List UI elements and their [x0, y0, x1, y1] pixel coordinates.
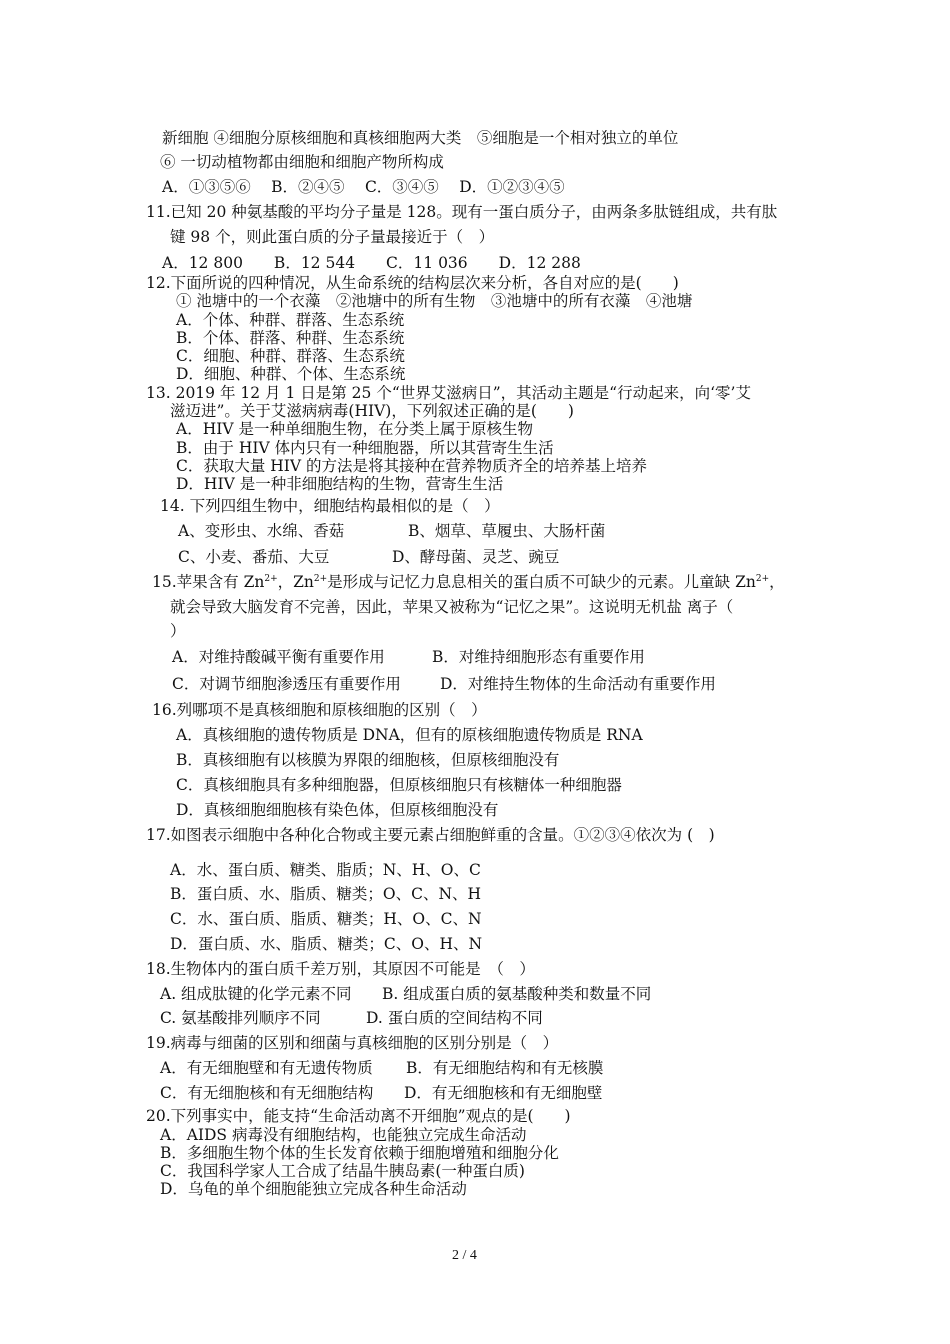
q13-option-b: B．由于 HIV 体内只有一种细胞器，所以其营寄生生活	[176, 439, 554, 457]
q17-option-b: B．蛋白质、水、脂质、糖类；O、C、N、H	[170, 885, 482, 903]
q11-options: A．12 800 B．12 544 C．11 036 D．12 288	[162, 254, 581, 272]
q14-option-b: B、烟草、草履虫、大肠杆菌	[408, 522, 606, 540]
q12-option-a: A．个体、种群、群落、生态系统	[176, 311, 405, 329]
q14-stem: 14. 下列四组生物中，细胞结构最相似的是（ ）	[160, 497, 500, 515]
q17-option-c: C．水、蛋白质、脂质、糖类；H、O、C、N	[170, 910, 482, 928]
q13-stem-1: 13. 2019 年 12 月 1 日是第 25 个“世界艾滋病日”，其活动主题是“行动起来，向‘零’艾	[146, 384, 751, 402]
q18-option-c: C. 氨基酸排列顺序不同	[160, 1009, 321, 1027]
q15-stem-2: 就会导致大脑发育不完善，因此，苹果又被称为“记忆之果”。这说明无机盐 离子（	[170, 598, 734, 616]
intro-options: A．①③⑤⑥ B．②④⑤ C．③④⑤ D．①②③④⑤	[162, 178, 565, 196]
q15-option-c: C．对调节细胞渗透压有重要作用	[172, 675, 401, 693]
q15-option-d: D．对维持生物体的生命活动有重要作用	[440, 675, 716, 693]
q12-stem: 12.下面所说的四种情况，从生命系统的结构层次来分析，各自对应的是( )	[146, 274, 679, 292]
q16-option-b: B．真核细胞有以核膜为界限的细胞核，但原核细胞没有	[176, 751, 560, 769]
intro-line-1: 新细胞 ④细胞分原核细胞和真核细胞两大类 ⑤细胞是一个相对独立的单位	[162, 129, 679, 147]
q20-option-d: D．乌龟的单个细胞能独立完成各种生命活动	[160, 1180, 467, 1198]
q12-option-c: C．细胞、种群、群落、生态系统	[176, 347, 405, 365]
q18-option-d: D. 蛋白质的空间结构不同	[366, 1009, 543, 1027]
q16-option-d: D．真核细胞细胞核有染色体，但原核细胞没有	[176, 801, 499, 819]
q13-stem-2: 滋迈进”。关于艾滋病病毒(HIV)，下列叙述正确的是( )	[170, 402, 574, 420]
q18-option-b: B. 组成蛋白质的氨基酸种类和数量不同	[382, 985, 652, 1003]
q16-stem: 16.列哪项不是真核细胞和原核细胞的区别（ ）	[152, 701, 487, 719]
q18-option-a: A. 组成肽键的化学元素不同	[160, 985, 352, 1003]
q17-option-a: A．水、蛋白质、糖类、脂质；N、H、O、C	[170, 861, 481, 879]
q12-items: ① 池塘中的一个衣藻 ②池塘中的所有生物 ③池塘中的所有衣藻 ④池塘	[176, 292, 693, 310]
intro-line-2: ⑥ 一切动植物都由细胞和细胞产物所构成	[160, 153, 444, 171]
q18-stem: 18.生物体内的蛋白质千差万别，其原因不可能是 （ ）	[146, 960, 535, 978]
q20-stem: 20.下列事实中，能支持“生命活动离不开细胞”观点的是( )	[146, 1107, 571, 1125]
q11-stem-1: 11.已知 20 种氨基酸的平均分子量是 128。现有一蛋白质分子，由两条多肽链组成，共有肽	[146, 203, 778, 221]
q13-option-a: A．HIV 是一种单细胞生物，在分类上属于原核生物	[176, 420, 533, 438]
q20-option-a: A．AIDS 病毒没有细胞结构，也能独立完成生命活动	[160, 1126, 527, 1144]
q20-option-c: C．我国科学家人工合成了结晶牛胰岛素(一种蛋白质)	[160, 1162, 525, 1180]
q19-stem: 19.病毒与细菌的区别和细菌与真核细胞的区别分别是（ ）	[146, 1034, 559, 1052]
q19-option-c: C．有无细胞核和有无细胞结构	[160, 1084, 374, 1102]
q12-option-b: B．个体、群落、种群、生态系统	[176, 329, 405, 347]
q19-option-d: D．有无细胞核和有无细胞壁	[404, 1084, 603, 1102]
q15-option-a: A．对维持酸碱平衡有重要作用	[172, 648, 385, 666]
q16-option-c: C．真核细胞具有多种细胞器，但原核细胞只有核糖体一种细胞器	[176, 776, 622, 794]
q20-option-b: B．多细胞生物个体的生长发育依赖于细胞增殖和细胞分化	[160, 1144, 559, 1162]
q12-option-d: D．细胞、种群、个体、生态系统	[176, 365, 406, 383]
q14-option-d: D、酵母菌、灵芝、豌豆	[392, 548, 560, 566]
q17-option-d: D．蛋白质、水、脂质、糖类；C、O、H、N	[170, 935, 483, 953]
q11-stem-2: 键 98 个，则此蛋白质的分子量最接近于（ ）	[170, 228, 495, 246]
q13-option-d: D．HIV 是一种非细胞结构的生物，营寄生生活	[176, 475, 504, 493]
q17-stem: 17.如图表示细胞中各种化合物或主要元素占细胞鲜重的含量。①②③④依次为 ( )	[146, 826, 715, 844]
q14-option-c: C、小麦、番茄、大豆	[178, 548, 330, 566]
q15-stem-1: 15.苹果含有 $Zn^{2+}$，$Zn^{2+}$是形成与记忆力息息相关的蛋白质不可缺少的元素。儿童缺 $Zn^{2+}$，	[152, 573, 785, 591]
q16-option-a: A．真核细胞的遗传物质是 DNA，但有的原核细胞遗传物质是 RNA	[176, 726, 643, 744]
q15-option-b: B．对维持细胞形态有重要作用	[432, 648, 645, 666]
q15-stem-3: ）	[170, 622, 186, 640]
q14-option-a: A、变形虫、水绵、香菇	[178, 522, 345, 540]
q19-option-b: B．有无细胞结构和有无核膜	[406, 1059, 604, 1077]
page-number: 2 / 4	[452, 1248, 477, 1263]
q13-option-c: C．获取大量 HIV 的方法是将其接种在营养物质齐全的培养基上培养	[176, 457, 648, 475]
q19-option-a: A．有无细胞壁和有无遗传物质	[160, 1059, 373, 1077]
